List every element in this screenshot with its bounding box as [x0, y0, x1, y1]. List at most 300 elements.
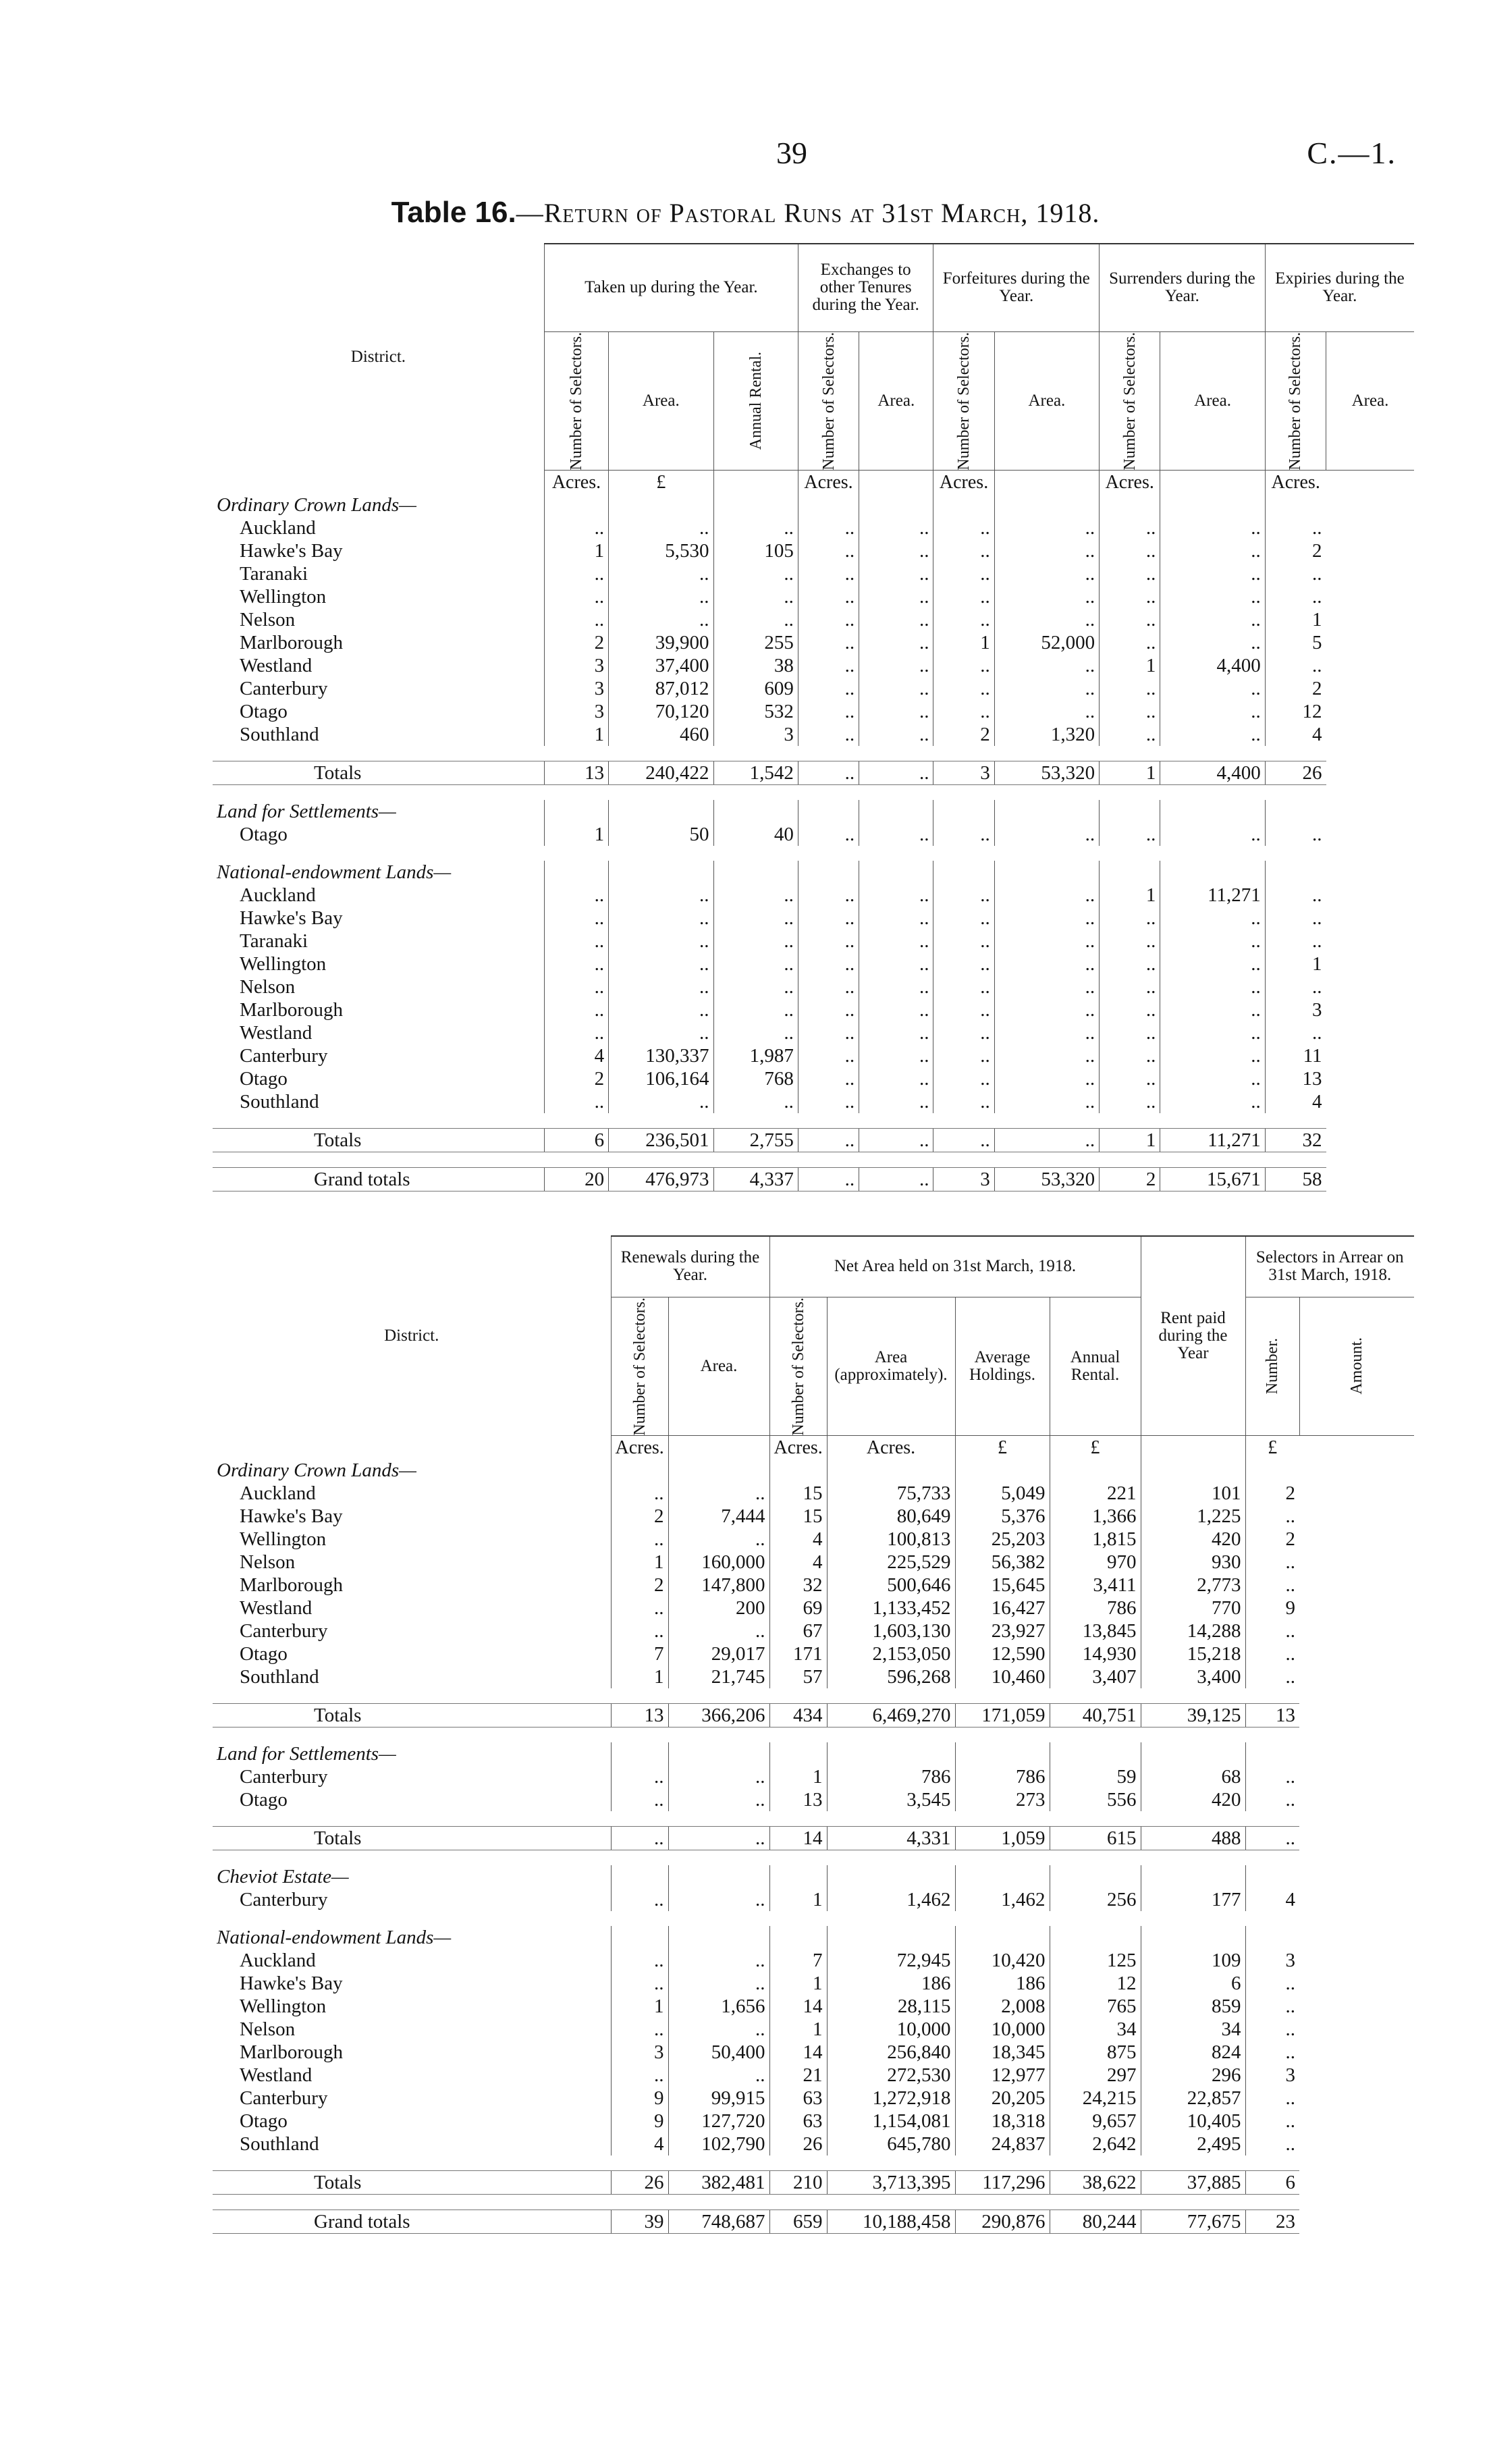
- t2-table-row: [213, 1597, 1414, 1619]
- t2-group-row: [213, 1865, 1414, 1888]
- t2-cell: 434: [769, 1704, 827, 1728]
- t1-cell: 1,542: [713, 761, 798, 785]
- t2-cell: 2: [611, 1505, 668, 1528]
- t2-cell: 3,713,395: [827, 2171, 955, 2195]
- t1-table-row: [213, 562, 1414, 585]
- t2-table-row: [213, 1665, 1414, 1688]
- t2-cell: ..: [611, 1765, 668, 1788]
- t2-cell: 40,751: [1050, 1704, 1141, 1728]
- t1-cell: [798, 800, 859, 823]
- t2-cell: [1245, 1459, 1299, 1482]
- t1-cell: 236,501: [609, 1129, 713, 1152]
- t1-cell: ..: [933, 1067, 994, 1090]
- t2-cell: 10,420: [955, 1949, 1050, 1972]
- t1-cell: ..: [798, 884, 859, 907]
- t2-totals-row: [213, 1827, 1414, 1850]
- t1-cell: ..: [1100, 1067, 1160, 1090]
- t1-cell: ..: [859, 761, 933, 785]
- t1-cell: ..: [798, 1021, 859, 1044]
- t2-cell: 15: [769, 1482, 827, 1505]
- t2-spacer-cell: [213, 1688, 1414, 1704]
- t2-cell: 63: [769, 2087, 827, 2110]
- t1-unit-cell: Acres.: [1100, 471, 1160, 494]
- t1-cell: 1: [544, 823, 608, 846]
- t1-cell: 38: [713, 654, 798, 677]
- t1-district-label: Wellington: [240, 585, 327, 608]
- t1-unit-cell: [994, 471, 1099, 494]
- t1-cell: [609, 800, 713, 823]
- t1-cell: 26: [1265, 761, 1326, 785]
- t2-cell: 25,203: [955, 1528, 1050, 1551]
- t2-cell: 3: [1245, 2064, 1299, 2087]
- t2-table-row: [213, 1765, 1414, 1788]
- t1-district-label: Grand totals: [213, 1168, 544, 1191]
- t2-cell: 615: [1050, 1827, 1141, 1850]
- t1-cell: ..: [994, 884, 1099, 907]
- t2-cell: 221: [1050, 1482, 1141, 1505]
- t1-table-row: [213, 1067, 1414, 1090]
- t1-cell: ..: [933, 1044, 994, 1067]
- t2-cell: 596,268: [827, 1665, 955, 1688]
- t1-cell: ..: [933, 930, 994, 953]
- t2-cell: [827, 1742, 955, 1765]
- t1-cell: 609: [713, 677, 798, 700]
- t2-cell: ..: [668, 2018, 769, 2041]
- t2-cell: 171: [769, 1642, 827, 1665]
- t1-cell: ..: [798, 1168, 859, 1191]
- t1-cell: ..: [859, 953, 933, 975]
- t1-cell: ..: [859, 884, 933, 907]
- t2-cell: 875: [1050, 2041, 1141, 2064]
- t1-cell: 3: [544, 677, 608, 700]
- t1-cell: ..: [609, 585, 713, 608]
- t2-cell: 22,857: [1141, 2087, 1245, 2110]
- t1-cell: ..: [994, 562, 1099, 585]
- t1-cell: [1265, 800, 1326, 823]
- t1-cell: [713, 800, 798, 823]
- t2-district-label: Totals: [213, 1704, 611, 1728]
- t2-cell: 99,915: [668, 2087, 769, 2110]
- t1-district-label: Totals: [213, 1129, 544, 1152]
- t2-cell: [1141, 1926, 1245, 1949]
- t2-cell: ..: [1245, 1765, 1299, 1788]
- t2-col-area-approx: Area (approximately).: [827, 1297, 955, 1436]
- t1-cell: 4,337: [713, 1168, 798, 1191]
- t1-table-row: [213, 907, 1414, 930]
- t2-table-row: [213, 1619, 1414, 1642]
- t1-district-label: Hawke's Bay: [240, 907, 343, 929]
- t1-table-row: [213, 677, 1414, 700]
- t1-cell: ..: [1100, 975, 1160, 998]
- t2-spacer-row: [213, 1850, 1414, 1866]
- t1-spacer-row: [213, 785, 1414, 801]
- t2-cell: 72,945: [827, 1949, 955, 1972]
- t1-cell: 52,000: [994, 631, 1099, 654]
- t1-district-label: Otago: [240, 823, 288, 845]
- t2-cell: 1: [611, 1995, 668, 2018]
- t2-table-row: [213, 1788, 1414, 1811]
- t1-cell: ..: [859, 654, 933, 677]
- t1-cell: 12: [1265, 700, 1326, 723]
- t1-cell: 1,987: [713, 1044, 798, 1067]
- t1-cell: [994, 493, 1099, 516]
- t2-cell: 117,296: [955, 2171, 1050, 2195]
- t2-cell: 9,657: [1050, 2110, 1141, 2133]
- t2-units-row: [213, 1436, 1414, 1459]
- t1-district-label: Southland: [240, 1090, 319, 1113]
- t2-cell: 21: [769, 2064, 827, 2087]
- t2-cell: 5,376: [955, 1505, 1050, 1528]
- t1-cell: ..: [798, 585, 859, 608]
- t1-group-label: Land for Settlements—: [217, 800, 396, 822]
- t1-cell: 1: [544, 723, 608, 746]
- t1-cell: ..: [859, 585, 933, 608]
- t1-district-label: Canterbury: [240, 677, 328, 699]
- t2-cell: 2,773: [1141, 1574, 1245, 1597]
- t1-cell: ..: [859, 1168, 933, 1191]
- t2-cell: 1,656: [668, 1995, 769, 2018]
- t1-cell: ..: [1160, 608, 1265, 631]
- t2-cell: [1141, 1865, 1245, 1888]
- t2-cell: 14: [769, 2041, 827, 2064]
- t2-district-label: Marlborough: [240, 2041, 344, 2063]
- t1-cell: 460: [609, 723, 713, 746]
- document-code: C.—1.: [1307, 136, 1397, 170]
- t1-cell: 39,900: [609, 631, 713, 654]
- t1-district-label: Canterbury: [240, 1044, 328, 1067]
- t2-cell: 659: [769, 2210, 827, 2234]
- t2-table-row: [213, 1528, 1414, 1551]
- t1-cell: 4: [1265, 723, 1326, 746]
- t1-exchanges-header: Exchanges to other Tenures during the Year.: [798, 244, 933, 331]
- t2-cell: 39: [611, 2210, 668, 2234]
- t2-district-label: Westland: [240, 1597, 313, 1619]
- t2-cell: 200: [668, 1597, 769, 1619]
- t1-district-label: Auckland: [240, 516, 316, 539]
- t1-cell: ..: [994, 998, 1099, 1021]
- t1-cell: ..: [544, 1021, 608, 1044]
- t1-cell: ..: [1100, 562, 1160, 585]
- t1-totals-row: [213, 1168, 1414, 1191]
- t1-cell: ..: [713, 1021, 798, 1044]
- t2-district-label: Hawke's Bay: [240, 1972, 343, 1994]
- t1-cell: ..: [609, 562, 713, 585]
- t1-cell: 4,400: [1160, 654, 1265, 677]
- t2-table-row: [213, 1888, 1414, 1911]
- t1-cell: ..: [798, 677, 859, 700]
- t1-cell: ..: [859, 823, 933, 846]
- t2-group-label: Land for Settlements—: [217, 1742, 396, 1765]
- t2-cell: ..: [1245, 1642, 1299, 1665]
- t1-cell: ..: [1160, 516, 1265, 539]
- t2-cell: 4: [611, 2133, 668, 2155]
- t2-cell: ..: [1245, 1574, 1299, 1597]
- t2-group-row: [213, 1459, 1414, 1482]
- t2-cell: ..: [611, 1827, 668, 1850]
- t1-cell: ..: [544, 953, 608, 975]
- t1-cell: 532: [713, 700, 798, 723]
- t2-cell: ..: [611, 1482, 668, 1505]
- t1-cell: 1: [1265, 953, 1326, 975]
- t1-cell: [994, 861, 1099, 884]
- t1-table-row: [213, 585, 1414, 608]
- t1-cell: ..: [933, 1090, 994, 1113]
- t2-district-label: Auckland: [240, 1949, 316, 1971]
- t1-cell: ..: [933, 562, 994, 585]
- t2-cell: 1,366: [1050, 1505, 1141, 1528]
- t2-cell: 38,622: [1050, 2171, 1141, 2195]
- t1-cell: ..: [798, 907, 859, 930]
- t2-cell: ..: [611, 1619, 668, 1642]
- t2-cell: 69: [769, 1597, 827, 1619]
- t1-cell: [859, 493, 933, 516]
- t2-cell: 420: [1141, 1788, 1245, 1811]
- t2-district-label: Canterbury: [240, 1619, 328, 1642]
- t2-cell: 10,460: [955, 1665, 1050, 1688]
- t1-cell: 58: [1265, 1168, 1326, 1191]
- t2-cell: 102,790: [668, 2133, 769, 2155]
- t2-cell: 12,977: [955, 2064, 1050, 2087]
- t1-cell: [544, 861, 608, 884]
- t2-cell: 1,154,081: [827, 2110, 955, 2133]
- t2-cell: 4: [769, 1528, 827, 1551]
- t1-cell: ..: [1100, 930, 1160, 953]
- t1-cell: ..: [859, 562, 933, 585]
- t2-cell: 225,529: [827, 1551, 955, 1574]
- t1-cell: ..: [994, 1067, 1099, 1090]
- t2-cell: [1050, 1865, 1141, 1888]
- t1-spacer-row: [213, 746, 1414, 761]
- t1-cell: [713, 861, 798, 884]
- t2-cell: ..: [668, 1788, 769, 1811]
- t2-district-label: Southland: [240, 2133, 319, 2155]
- t2-district-header: District.: [384, 1326, 439, 1345]
- t1-cell: ..: [859, 631, 933, 654]
- t2-cell: 57: [769, 1665, 827, 1688]
- t1-cell: ..: [933, 539, 994, 562]
- t1-col-area-forf: Area.: [994, 331, 1099, 471]
- t2-cell: 7,444: [668, 1505, 769, 1528]
- t2-cell: 786: [827, 1765, 955, 1788]
- t1-cell: ..: [1100, 1044, 1160, 1067]
- t2-group-row: [213, 1926, 1414, 1949]
- t1-cell: ..: [933, 654, 994, 677]
- t1-cell: ..: [1100, 1021, 1160, 1044]
- t2-cell: ..: [611, 1528, 668, 1551]
- t1-cell: 768: [713, 1067, 798, 1090]
- t2-cell: 645,780: [827, 2133, 955, 2155]
- t2-cell: 160,000: [668, 1551, 769, 1574]
- t1-cell: 240,422: [609, 761, 713, 785]
- t2-cell: 297: [1050, 2064, 1141, 2087]
- t1-cell: ..: [994, 930, 1099, 953]
- t1-cell: ..: [798, 761, 859, 785]
- t2-cell: [1245, 1926, 1299, 1949]
- t2-group-row: [213, 1742, 1414, 1765]
- t1-table-row: [213, 700, 1414, 723]
- t1-cell: ..: [859, 516, 933, 539]
- t1-cell: [1100, 493, 1160, 516]
- t2-renewals-header: Renewals during the Year.: [611, 1236, 769, 1297]
- t1-cell: ..: [1265, 884, 1326, 907]
- t2-cell: [1245, 1742, 1299, 1765]
- t2-district-label: Nelson: [240, 1551, 296, 1573]
- t1-cell: ..: [859, 1021, 933, 1044]
- t1-cell: 32: [1265, 1129, 1326, 1152]
- t2-spacer-row: [213, 1728, 1414, 1743]
- t2-cell: 171,059: [955, 1704, 1050, 1728]
- t1-cell: ..: [544, 608, 608, 631]
- t1-cell: ..: [1100, 998, 1160, 1021]
- t1-cell: 2: [1265, 539, 1326, 562]
- t1-cell: ..: [994, 823, 1099, 846]
- t2-cell: 786: [955, 1765, 1050, 1788]
- t2-cell: [1245, 1865, 1299, 1888]
- t1-district-label: Auckland: [240, 884, 316, 906]
- t2-col-arrear-amount: Amount.: [1348, 1337, 1366, 1395]
- t1-table-row: [213, 953, 1414, 975]
- t2-cell: 10,000: [955, 2018, 1050, 2041]
- t2-table-row: [213, 1949, 1414, 1972]
- t1-cell: ..: [798, 1129, 859, 1152]
- t2-cell: 1: [769, 1765, 827, 1788]
- t1-cell: 1: [1100, 884, 1160, 907]
- t1-cell: ..: [933, 585, 994, 608]
- t2-cell: [1050, 1926, 1141, 1949]
- t1-cell: ..: [798, 631, 859, 654]
- t2-table-row: [213, 2064, 1414, 2087]
- t2-cell: ..: [1245, 1551, 1299, 1574]
- t2-cell: 10,188,458: [827, 2210, 955, 2234]
- t2-cell: ..: [1245, 1827, 1299, 1850]
- t1-cell: ..: [1160, 562, 1265, 585]
- t1-cell: ..: [859, 677, 933, 700]
- t2-cell: 1,225: [1141, 1505, 1245, 1528]
- t2-cell: ..: [668, 1972, 769, 1995]
- t1-cell: ..: [1100, 907, 1160, 930]
- t2-cell: 75,733: [827, 1482, 955, 1505]
- t1-cell: [1160, 800, 1265, 823]
- t1-spacer-cell: [213, 1113, 1414, 1129]
- t1-cell: 53,320: [994, 1168, 1099, 1191]
- t1-cell: ..: [798, 1044, 859, 1067]
- t1-cell: ..: [544, 1090, 608, 1113]
- t1-cell: ..: [713, 998, 798, 1021]
- t2-district-label: Grand totals: [213, 2210, 611, 2234]
- t1-cell: 4: [1265, 1090, 1326, 1113]
- t1-cell: 2: [544, 631, 608, 654]
- t1-cell: ..: [798, 823, 859, 846]
- t2-cell: ..: [611, 1788, 668, 1811]
- t1-cell: [544, 800, 608, 823]
- t1-cell: ..: [1100, 953, 1160, 975]
- t2-district-label: Southland: [240, 1665, 319, 1688]
- t1-cell: 105: [713, 539, 798, 562]
- t2-cell: ..: [1245, 2087, 1299, 2110]
- t2-cell: 290,876: [955, 2210, 1050, 2234]
- pastoral-runs-table-lower: [213, 1235, 1414, 2234]
- t2-cell: 3,407: [1050, 1665, 1141, 1688]
- t1-cell: ..: [859, 723, 933, 746]
- t1-cell: ..: [713, 975, 798, 998]
- t2-unit-cell: £: [1245, 1436, 1299, 1459]
- t1-cell: ..: [1265, 823, 1326, 846]
- t1-cell: ..: [859, 700, 933, 723]
- t1-cell: 1: [1100, 1129, 1160, 1152]
- t2-table-row: [213, 1995, 1414, 2018]
- t2-cell: [668, 1459, 769, 1482]
- t2-cell: ..: [668, 1619, 769, 1642]
- t1-unit-cell: [1160, 471, 1265, 494]
- t2-cell: 10,405: [1141, 2110, 1245, 2133]
- t2-spacer-row: [213, 2155, 1414, 2171]
- t1-cell: [933, 493, 994, 516]
- t2-cell: 80,649: [827, 1505, 955, 1528]
- t1-district-label: Westland: [240, 1021, 313, 1044]
- t1-cell: 5,530: [609, 539, 713, 562]
- t1-cell: 13: [544, 761, 608, 785]
- t2-unit-cell: £: [955, 1436, 1050, 1459]
- t2-arrear-header: Selectors in Arrear on 31st March, 1918.: [1245, 1236, 1414, 1297]
- t1-cell: ..: [859, 1090, 933, 1113]
- t1-district-label: Marlborough: [240, 998, 344, 1021]
- t1-cell: ..: [933, 700, 994, 723]
- t1-cell: ..: [1160, 585, 1265, 608]
- t2-unit-cell: Acres.: [611, 1436, 668, 1459]
- t1-cell: 2: [1265, 677, 1326, 700]
- t2-cell: [955, 1865, 1050, 1888]
- t2-table-row: [213, 2110, 1414, 2133]
- t2-cell: 15: [769, 1505, 827, 1528]
- t1-cell: ..: [1160, 953, 1265, 975]
- t2-cell: 4: [1245, 1888, 1299, 1911]
- t1-spacer-cell: [213, 746, 1414, 761]
- t2-unit-cell: £: [1050, 1436, 1141, 1459]
- t1-district-label: Taranaki: [240, 930, 308, 952]
- t2-spacer-row: [213, 2195, 1414, 2210]
- t2-cell: 15,218: [1141, 1642, 1245, 1665]
- t1-cell: 1: [933, 631, 994, 654]
- t1-cell: ..: [1160, 930, 1265, 953]
- t2-cell: 101: [1141, 1482, 1245, 1505]
- t2-district-label: Wellington: [240, 1528, 327, 1550]
- t1-cell: ..: [713, 562, 798, 585]
- t2-cell: 1,272,918: [827, 2087, 955, 2110]
- t2-cell: 127,720: [668, 2110, 769, 2133]
- t1-spacer-row: [213, 1113, 1414, 1129]
- t1-cell: 53,320: [994, 761, 1099, 785]
- t2-cell: [827, 1865, 955, 1888]
- t1-cell: ..: [609, 975, 713, 998]
- t1-cell: ..: [544, 930, 608, 953]
- t2-cell: 23: [1245, 2210, 1299, 2234]
- t2-cell: [955, 1459, 1050, 1482]
- t2-cell: 488: [1141, 1827, 1245, 1850]
- t1-cell: ..: [798, 1067, 859, 1090]
- t2-cell: 420: [1141, 1528, 1245, 1551]
- t1-cell: ..: [933, 516, 994, 539]
- t1-cell: ..: [994, 1129, 1099, 1152]
- t1-cell: ..: [859, 1067, 933, 1090]
- t1-cell: ..: [609, 1090, 713, 1113]
- t1-spacer-cell: [213, 846, 1414, 861]
- t1-cell: 2: [1100, 1168, 1160, 1191]
- t1-cell: ..: [994, 1021, 1099, 1044]
- t1-cell: [1160, 493, 1265, 516]
- t2-cell: 186: [827, 1972, 955, 1995]
- table-title: [0, 196, 1491, 230]
- t2-group-label: National-endowment Lands—: [217, 1926, 452, 1948]
